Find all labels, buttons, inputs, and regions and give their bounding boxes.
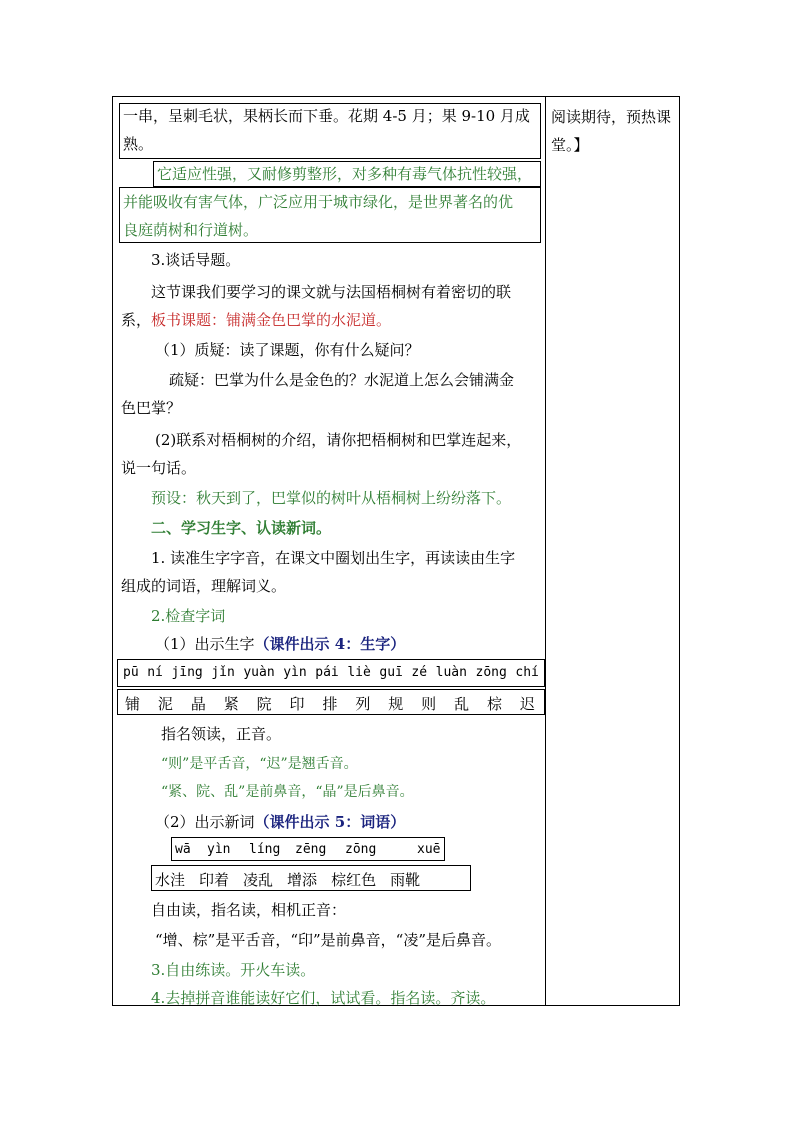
char-3: 晶 — [190, 695, 206, 713]
word-pinyin-5: zōng — [345, 842, 377, 857]
char-6: 印 — [289, 695, 305, 713]
note-2: “紧、院、乱”是前鼻音，“晶”是后鼻音。 — [161, 784, 414, 800]
sub-1 — [155, 633, 405, 654]
sub-2-tag: （课件出示 5：词语） — [254, 813, 406, 831]
step-4: 4.去掉拼音谁能读好它们，试试看。指名读。齐读。 — [151, 989, 496, 1007]
step-1b: 组成的词语，理解词义。 — [121, 577, 287, 595]
word-pinyin-6: xuē — [417, 842, 441, 857]
sub-1-label: （1）出示生字 — [155, 635, 255, 653]
pinyin-2: ní — [147, 665, 163, 680]
intro-line-1: 一串，呈刺毛状，果柄长而下垂。花期 4-5 月；果 9-10 月成 — [123, 107, 530, 125]
char-12: 棕 — [486, 695, 502, 713]
word-1: 水洼 — [155, 871, 186, 889]
char-7: 排 — [322, 695, 338, 713]
word-2: 印着 — [199, 871, 230, 889]
char-2: 泥 — [157, 695, 173, 713]
pinyin-9: guī — [379, 665, 403, 680]
word-3: 凌乱 — [243, 871, 274, 889]
intro-line-4: 并能吸收有害气体，广泛应用于城市绿化，是世界著名的优 — [123, 193, 514, 211]
step-1a: 1. 读准生字字音，在课文中圈划出生字，再读读由生字 — [151, 549, 516, 567]
s3-para-1b — [121, 309, 391, 330]
note-3: “增、棕”是平舌音，“印”是前鼻音，“凌”是后鼻音。 — [155, 931, 502, 949]
lesson-table — [112, 96, 680, 1006]
step-3: 3.自由练读。开火车读。 — [151, 961, 316, 979]
answer-1b: 色巴掌？ — [121, 399, 182, 417]
note-1: “则”是平舌音，“迟”是翘舌音。 — [161, 756, 358, 772]
intro-line-5: 良庭荫树和行道树。 — [123, 221, 259, 239]
chars-row — [125, 693, 535, 714]
question-2b: 说一句话。 — [121, 459, 197, 477]
sub-1-tag: （课件出示 4：生字） — [254, 635, 406, 653]
preset-answer: 预设：秋天到了，巴掌似的树叶从梧桐树上纷纷落下。 — [151, 489, 512, 507]
intro-line-2: 熟。 — [123, 135, 154, 153]
free-read: 自由读，指名读，相机正音： — [151, 901, 347, 919]
char-8: 列 — [355, 695, 371, 713]
pinyin-6: yìn — [283, 665, 307, 680]
word-4: 增添 — [287, 871, 318, 889]
intro-line-3: 它适应性强，又耐修剪整形，对多种有毒气体抗性较强， — [157, 165, 533, 183]
s3-para-1b-text: 系， — [121, 311, 152, 329]
sub-2-label: （2）出示新词 — [155, 813, 255, 831]
board-title: 板书课题：铺满金色巴掌的水泥道。 — [151, 311, 392, 329]
pinyin-8: liè — [347, 665, 371, 680]
pinyin-12: zōng — [475, 665, 507, 680]
part-2-title: 二、学习生字、认读新词。 — [151, 519, 332, 537]
word-pinyin-1: wā — [175, 842, 191, 857]
lead-read: 指名领读，正音。 — [161, 725, 282, 743]
question-2a: (2)联系对梧桐树的介绍，请你把梧桐树和巴掌连起来， — [155, 431, 522, 449]
question-1: （1）质疑：读了课题，你有什么疑问？ — [155, 341, 420, 359]
word-pinyin-2: yìn — [207, 842, 231, 857]
pinyin-4: jǐn — [211, 665, 235, 680]
word-6: 雨靴 — [390, 871, 421, 889]
words-row — [155, 869, 434, 890]
sub-2 — [155, 811, 405, 832]
pinyin-1: pū — [123, 665, 139, 680]
char-10: 则 — [421, 695, 437, 713]
word-5: 棕红色 — [331, 871, 377, 889]
pinyin-3: jīng — [171, 665, 203, 680]
pinyin-7: pái — [315, 665, 339, 680]
char-11: 乱 — [454, 695, 470, 713]
pinyin-13: chí — [515, 665, 539, 680]
side-note: 阅读期待，预热课堂。】 — [551, 108, 672, 154]
char-1: 铺 — [125, 695, 141, 713]
word-pinyin-4: zēng — [295, 842, 327, 857]
column-divider — [545, 97, 546, 1005]
char-5: 院 — [256, 695, 272, 713]
step-2: 2.检查字词 — [151, 607, 226, 625]
answer-1a: 疏疑：巴掌为什么是金色的？水泥道上怎么会铺满金 — [169, 371, 515, 389]
pinyin-5: yuàn — [243, 665, 275, 680]
char-13: 迟 — [519, 695, 535, 713]
char-4: 紧 — [223, 695, 239, 713]
pinyin-row — [123, 665, 539, 680]
section-3-title: 3.谈话导题。 — [151, 251, 241, 269]
pinyin-11: luàn — [435, 665, 467, 680]
pinyin-10: zé — [411, 665, 428, 680]
char-9: 规 — [388, 695, 404, 713]
s3-para-1a: 这节课我们要学习的课文就与法国梧桐树有着密切的联 — [151, 283, 512, 301]
word-pinyin-3: líng — [249, 842, 281, 857]
